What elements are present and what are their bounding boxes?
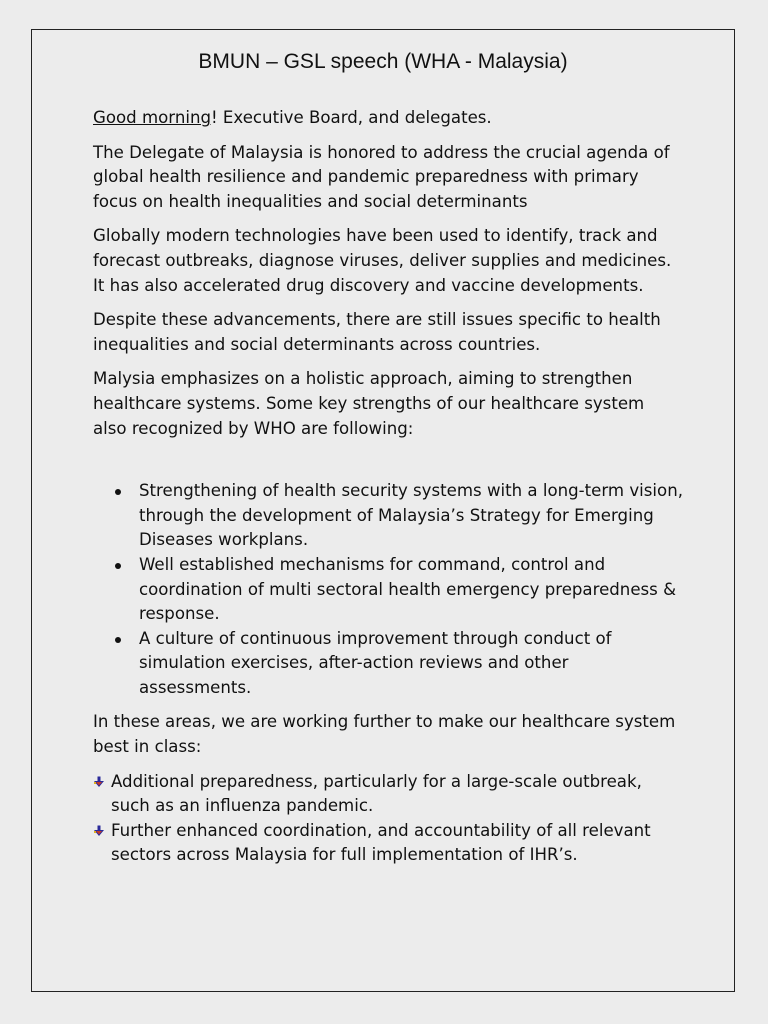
paragraph-technologies: Globally modern technologies have been used to identify, track and forecast outbreaks, diagnose viruses, deliver supplies and medicines. It has also accelerated drug discovery and vaccine developments. [93,226,672,295]
arrow-bullet-icon [93,776,105,788]
bullet-dot-icon [115,563,121,569]
improvements-list [93,770,683,868]
bullet-dot-icon [115,489,121,495]
list-item-text: Strengthening of health security systems with a long-term vision, through the development of Malaysia’s Strategy for Emerging Diseases workplans. [139,481,683,550]
list-item [139,553,683,627]
list-item [139,479,683,553]
list-item-text: Additional preparedness, particularly for a large-scale outbreak, such as an influenza pandemic. [111,771,642,816]
paragraph-inequalities: Despite these advancements, there are still issues specific to health inequalities and social determinants across countries. [93,310,661,354]
greeting-rest: ! Executive Board, and delegates. [211,108,492,127]
list-item [111,770,683,819]
greeting-paragraph [93,106,683,131]
list-item-text: Well established mechanisms for command, control and coordination of multi sectoral health emergency preparedness & response. [139,554,677,624]
greeting-underlined: Good morning [93,108,211,127]
document-body [93,106,683,868]
bullet-dot-icon [115,637,121,643]
document-page [31,29,735,992]
arrow-bullet-icon [93,825,105,837]
strengths-list [93,479,683,700]
list-item [139,627,683,701]
paragraph-intro: The Delegate of Malaysia is honored to address the crucial agenda of global health resilience and pandemic preparedness with primary focus on health inequalities and social determinants [93,142,670,211]
list-item [111,819,683,868]
paragraph-holistic: Malysia emphasizes on a holistic approach, aiming to strengthen healthcare systems. Some key strengths of our healthcare system also recognized by WHO are following: [93,369,645,438]
document-title: BMUN – GSL speech (WHA - Malaysia) [198,50,568,73]
list-item-text: Further enhanced coordination, and accountability of all relevant sectors across Malaysia for full implementation of IHR’s. [111,820,651,865]
list-item-text: A culture of continuous improvement through conduct of simulation exercises, after-action reviews and other assessments. [139,628,612,697]
paragraph-transition: In these areas, we are working further to make our healthcare system best in class: [93,712,676,757]
